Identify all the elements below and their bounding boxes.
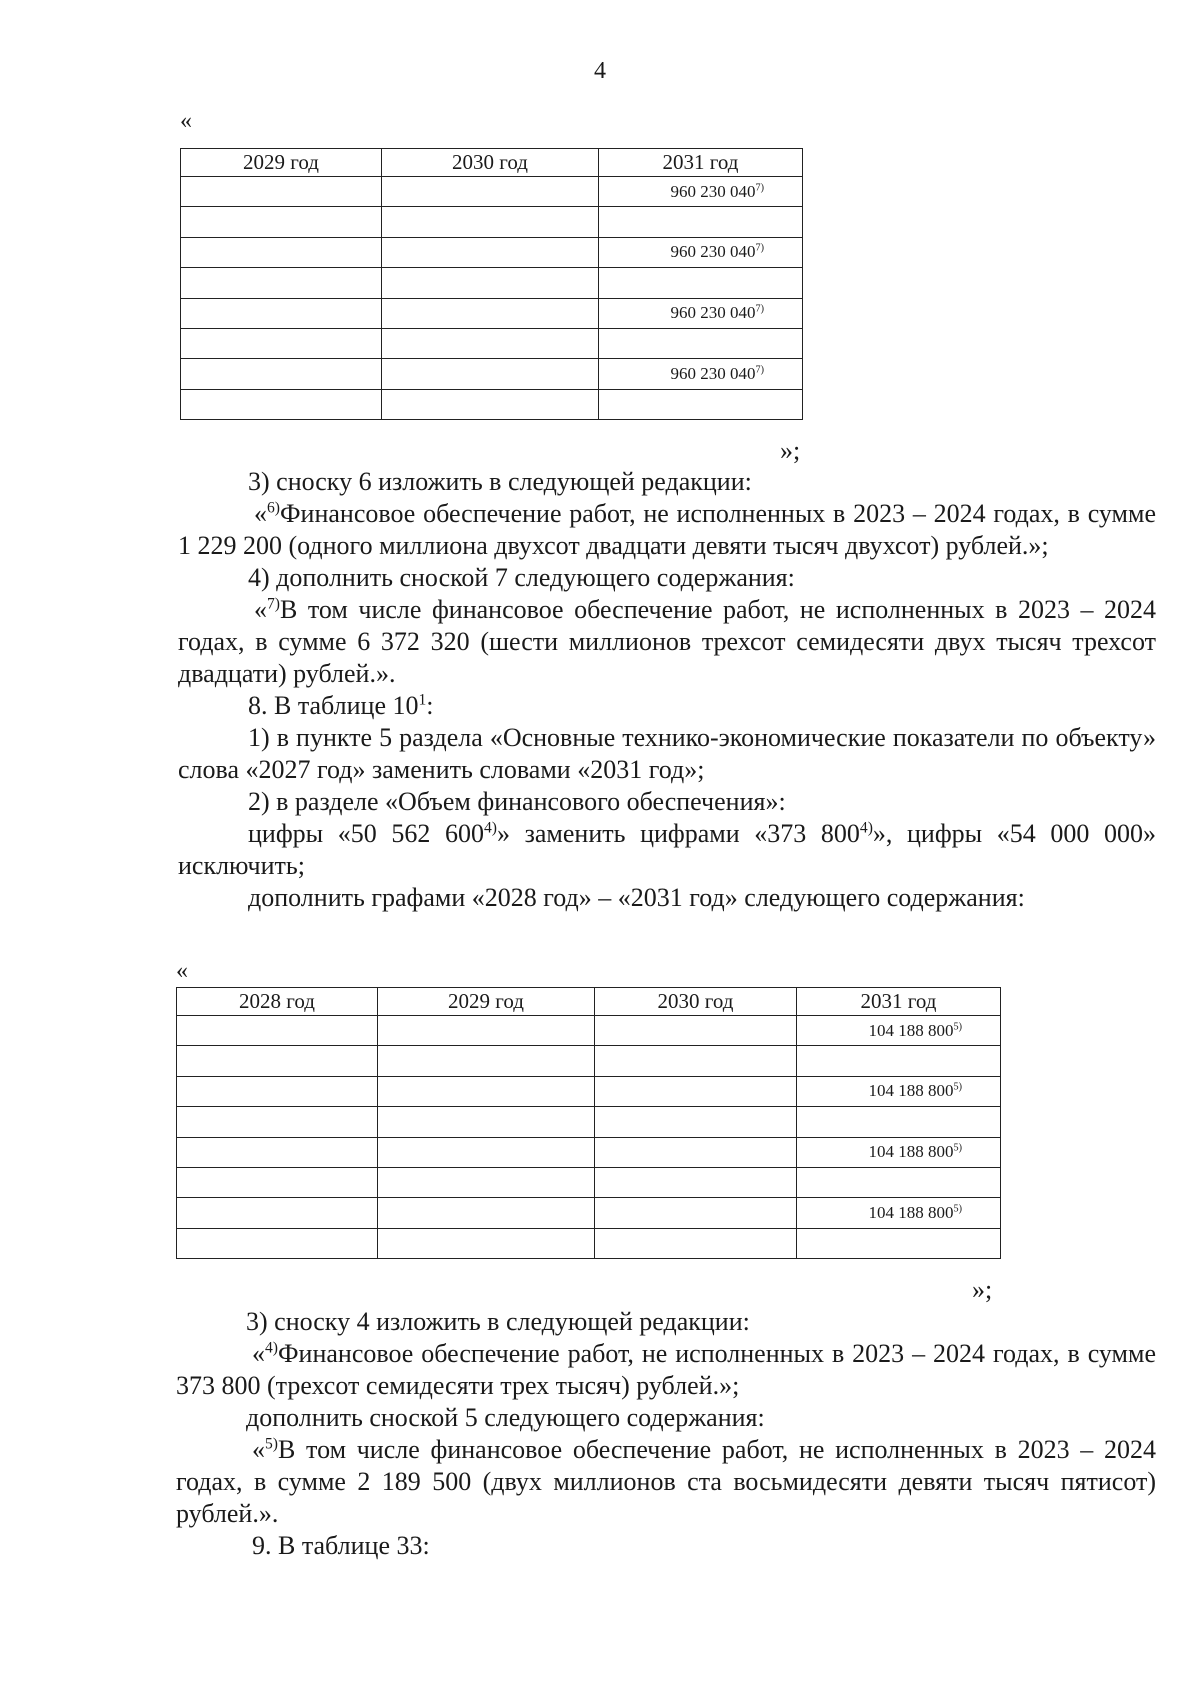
table-cell xyxy=(595,1167,797,1197)
table-cell xyxy=(181,298,382,328)
table-row xyxy=(181,389,803,419)
table-row xyxy=(177,1137,1001,1167)
footnote-mark: 7) xyxy=(755,242,764,254)
paragraph: 2) в разделе «Объем финансового обеспечения»: xyxy=(248,787,786,816)
table-row xyxy=(181,207,803,237)
paragraph xyxy=(178,818,1156,882)
table-cell xyxy=(797,1137,1001,1167)
table-cell xyxy=(599,328,803,358)
column-header: 2031 год xyxy=(797,988,1001,1016)
table-cell xyxy=(378,1046,595,1076)
paragraph: «$^{6)}$Финансовое обеспечение работ, не исполненных в 2023 – 2024 годах, в сумме 1 229 200 (одного миллиона двухсот двадцати девяти тысяч двухсот) рублей.»; xyxy=(178,499,1156,560)
table-cell xyxy=(382,389,599,419)
paragraph: 3) сноску 6 изложить в следующей редакции: xyxy=(248,467,752,496)
table-cell xyxy=(181,268,382,298)
amendment-table-2 xyxy=(176,987,1001,1259)
table-cell xyxy=(378,1198,595,1228)
amendment-table-1 xyxy=(180,148,803,420)
footnote-mark: 5) xyxy=(953,1142,962,1154)
table-cell xyxy=(797,1107,1001,1137)
footnote-text: Финансовое обеспечение работ, не исполненных в 2023 – 2024 годах, в сумме 1 229 200 (одного миллиона двухсот двадцати девяти тысяч двухсот) рублей.»; xyxy=(178,499,1156,560)
table-cell xyxy=(181,389,382,419)
table-cell xyxy=(181,207,382,237)
footnote-mark: 7) xyxy=(755,364,764,376)
table-cell xyxy=(797,1076,1001,1106)
footnote-mark: 4) xyxy=(859,819,873,837)
table-cell xyxy=(378,1167,595,1197)
table-cell xyxy=(181,177,382,207)
table-cell xyxy=(382,237,599,267)
paragraph: 3) сноску 4 изложить в следующей редакции: xyxy=(246,1307,750,1336)
table-cell xyxy=(599,389,803,419)
table-cell xyxy=(595,1076,797,1106)
table-cell xyxy=(595,1198,797,1228)
footnote-mark: 5) xyxy=(265,1435,278,1453)
cell-value: 960 230 040 xyxy=(670,181,756,201)
paragraph: «$^{7)}$В том числе финансовое обеспечение работ, не исполненных в 2023 – 2024 годах, в сумме 6 372 320 (шести миллионов трехсот семидесяти двух тысяч трехсот двадцати) рублей.». xyxy=(178,595,1156,688)
paragraph: «$^{5)}$В том числе финансовое обеспечение работ, не исполненных в 2023 – 2024 годах, в сумме 2 189 500 (двух миллионов ста восьмидесяти девяти тысяч пятисот) рублей.». xyxy=(176,1435,1156,1528)
table-row xyxy=(177,1016,1001,1046)
table-cell xyxy=(797,1167,1001,1197)
table-cell xyxy=(599,207,803,237)
table-header-row xyxy=(177,988,1001,1016)
paragraph-text: » заменить цифрами «373 800 xyxy=(497,819,860,848)
table-row xyxy=(177,1167,1001,1197)
amendment-text-block-1 xyxy=(178,466,1156,914)
table-cell xyxy=(599,298,803,328)
table-cell xyxy=(595,1046,797,1076)
table-row xyxy=(177,1046,1001,1076)
footnote-mark: 7) xyxy=(755,182,764,194)
cell-value: 104 188 800 xyxy=(868,1020,954,1040)
table-cell xyxy=(797,1228,1001,1258)
table-cell xyxy=(177,1016,378,1046)
cell-value: 104 188 800 xyxy=(868,1081,954,1101)
quote-close-mark: »; xyxy=(780,436,801,465)
footnote-text: В том числе финансовое обеспечение работ, не исполненных в 2023 – 2024 годах, в сумме 2 189 500 (двух миллионов ста восьмидесяти девяти тысяч пятисот) рублей.». xyxy=(176,1435,1156,1528)
footnote-mark: 5) xyxy=(953,1021,962,1033)
paragraph: 4) дополнить сноской 7 следующего содержания: xyxy=(248,563,795,592)
column-header: 2030 год xyxy=(382,149,599,177)
table-row xyxy=(181,359,803,389)
table-row xyxy=(177,1107,1001,1137)
footnote-text: Финансовое обеспечение работ, не исполненных в 2023 – 2024 годах, в сумме 373 800 (трехсот семидесяти трех тысяч) рублей.»; xyxy=(176,1339,1156,1400)
table-row xyxy=(181,328,803,358)
table-row xyxy=(181,268,803,298)
table-cell xyxy=(378,1076,595,1106)
table-cell xyxy=(382,298,599,328)
page-number: 4 xyxy=(594,58,606,84)
table-cell xyxy=(177,1198,378,1228)
table-header-row xyxy=(181,149,803,177)
paragraph-text: : xyxy=(426,691,434,720)
table-cell xyxy=(797,1016,1001,1046)
table-row xyxy=(177,1198,1001,1228)
table-row xyxy=(177,1076,1001,1106)
footnote-mark: 7) xyxy=(267,595,280,613)
paragraph-text: », цифры «54 000 000» исключить; xyxy=(178,819,1156,880)
table-cell xyxy=(382,177,599,207)
footnote-mark: 7) xyxy=(755,303,764,315)
table-cell xyxy=(599,237,803,267)
table-cell xyxy=(595,1107,797,1137)
table-row xyxy=(181,237,803,267)
amendment-text-block-2 xyxy=(176,1306,1156,1562)
footnote-mark: 4) xyxy=(265,1339,278,1357)
table-cell xyxy=(378,1228,595,1258)
cell-value: 104 188 800 xyxy=(868,1203,954,1223)
paragraph-text: 8. В таблице 10 xyxy=(248,691,419,720)
table-cell xyxy=(797,1198,1001,1228)
paragraph: 1) в пункте 5 раздела «Основные технико-экономические показатели по объекту» слова «2027 год» заменить словами «2031 год»; xyxy=(178,723,1156,784)
paragraph-text: цифры «50 562 600 xyxy=(248,819,484,848)
table-cell xyxy=(181,359,382,389)
paragraph xyxy=(178,690,1156,722)
quote-open-mark: « xyxy=(180,108,192,134)
footnote-mark: 4) xyxy=(484,819,497,837)
table-cell xyxy=(177,1137,378,1167)
table-cell xyxy=(382,207,599,237)
paragraph: «$^{4)}$Финансовое обеспечение работ, не исполненных в 2023 – 2024 годах, в сумме 373 800 (трехсот семидесяти трех тысяч) рублей.»; xyxy=(176,1339,1156,1400)
table-cell xyxy=(378,1016,595,1046)
footnote-mark: 5) xyxy=(953,1203,962,1215)
table-cell xyxy=(177,1167,378,1197)
superscript: 1 xyxy=(418,691,427,709)
column-header: 2031 год xyxy=(599,149,803,177)
table-cell xyxy=(177,1076,378,1106)
table-cell xyxy=(599,268,803,298)
table-cell xyxy=(595,1016,797,1046)
table-row xyxy=(177,1228,1001,1258)
quote-open-mark: « xyxy=(176,958,188,984)
column-header: 2029 год xyxy=(378,988,595,1016)
table-row xyxy=(181,298,803,328)
cell-value: 960 230 040 xyxy=(670,242,756,262)
table-cell xyxy=(595,1137,797,1167)
table-cell xyxy=(797,1046,1001,1076)
cell-value: 960 230 040 xyxy=(670,364,756,384)
table-cell xyxy=(382,359,599,389)
table-cell xyxy=(177,1228,378,1258)
footnote-mark: 6) xyxy=(267,499,280,517)
table-cell xyxy=(599,177,803,207)
column-header: 2028 год xyxy=(177,988,378,1016)
cell-value: 960 230 040 xyxy=(670,303,756,323)
table-cell xyxy=(382,328,599,358)
footnote-mark: 5) xyxy=(953,1081,962,1093)
quote-close-mark: »; xyxy=(972,1275,993,1304)
table-cell xyxy=(181,328,382,358)
table-cell xyxy=(181,237,382,267)
paragraph: 9. В таблице 33: xyxy=(252,1531,430,1560)
table-cell xyxy=(177,1046,378,1076)
table-cell xyxy=(378,1107,595,1137)
column-header: 2029 год xyxy=(181,149,382,177)
cell-value: 104 188 800 xyxy=(868,1142,954,1162)
table-cell xyxy=(599,359,803,389)
paragraph: дополнить графами «2028 год» – «2031 год» следующего содержания: xyxy=(248,883,1025,912)
table-cell xyxy=(378,1137,595,1167)
table-cell xyxy=(595,1228,797,1258)
column-header: 2030 год xyxy=(595,988,797,1016)
table-cell xyxy=(177,1107,378,1137)
paragraph: дополнить сноской 5 следующего содержания: xyxy=(246,1403,765,1432)
footnote-text: В том числе финансовое обеспечение работ, не исполненных в 2023 – 2024 годах, в сумме 6 372 320 (шести миллионов трехсот семидесяти двух тысяч трехсот двадцати) рублей.». xyxy=(178,595,1156,688)
table-row xyxy=(181,177,803,207)
table-cell xyxy=(382,268,599,298)
